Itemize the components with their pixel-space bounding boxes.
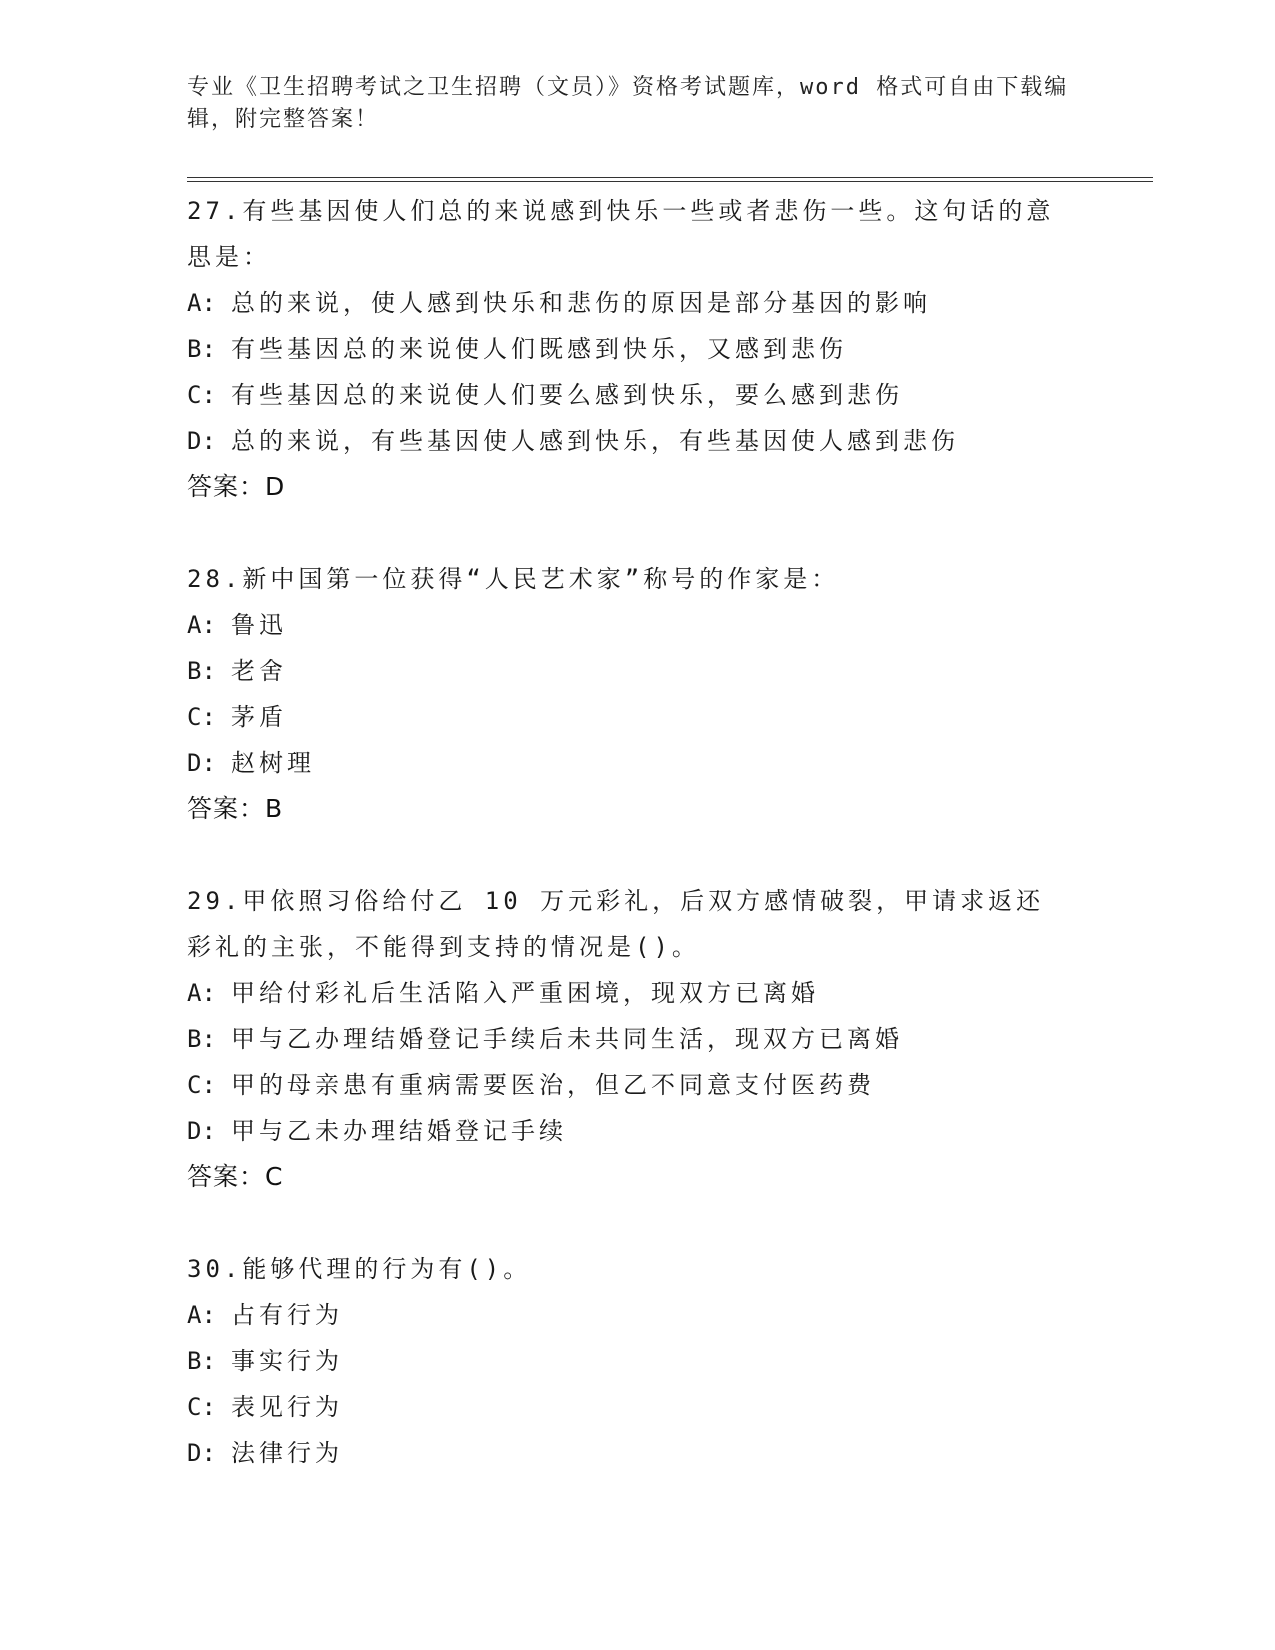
option-a [187, 280, 1087, 326]
question-stem: 28.新中国第一位获得“人民艺术家”称号的作家是： [187, 565, 840, 593]
option-c [187, 372, 1087, 418]
answer-line: 答案：D [187, 472, 286, 501]
option-c [187, 1384, 1087, 1430]
option-text: 有些基因总的来说使人们既感到快乐，又感到悲伤 [231, 335, 847, 363]
option-b [187, 648, 1087, 694]
question-stem: 30.能够代理的行为有()。 [187, 1255, 532, 1283]
option-text: 表见行为 [231, 1393, 343, 1421]
option-text: 事实行为 [231, 1347, 343, 1375]
option-letter: C: [187, 1071, 216, 1099]
option-letter: D: [187, 1439, 216, 1467]
option-b [187, 1338, 1087, 1384]
option-letter: A: [187, 289, 216, 317]
option-c [187, 694, 1087, 740]
option-letter: D: [187, 427, 216, 455]
option-d [187, 1430, 1087, 1476]
option-letter: A: [187, 979, 216, 1007]
option-letter: D: [187, 1117, 216, 1145]
answer-line: 答案：B [187, 794, 284, 823]
option-text: 茅盾 [231, 703, 287, 731]
option-text: 甲与乙办理结婚登记手续后未共同生活，现双方已离婚 [231, 1025, 903, 1053]
option-d [187, 740, 1087, 786]
option-a [187, 602, 1087, 648]
option-letter: B: [187, 1025, 216, 1053]
question-stem: 29.甲依照习俗给付乙 10 万元彩礼，后双方感情破裂，甲请求返还彩礼的主张，不能得到支持的情况是()。 [187, 887, 1045, 961]
option-text: 鲁迅 [231, 611, 287, 639]
question-list [187, 188, 1087, 1476]
option-letter: D: [187, 749, 216, 777]
question-28 [187, 556, 1087, 832]
option-d [187, 418, 1087, 464]
option-letter: C: [187, 703, 216, 731]
option-text: 老舍 [231, 657, 287, 685]
option-b [187, 1016, 1087, 1062]
option-text: 法律行为 [231, 1439, 343, 1467]
question-29 [187, 878, 1087, 1200]
question-stem: 27.有些基因使人们总的来说感到快乐一些或者悲伤一些。这句话的意思是： [187, 197, 1055, 271]
header-rule-bottom [187, 181, 1153, 182]
option-d [187, 1108, 1087, 1154]
answer-line: 答案：C [187, 1162, 284, 1191]
option-b [187, 326, 1087, 372]
option-letter: A: [187, 611, 216, 639]
option-a [187, 1292, 1087, 1338]
option-text: 甲的母亲患有重病需要医治，但乙不同意支付医药费 [231, 1071, 875, 1099]
option-letter: B: [187, 1347, 216, 1375]
option-letter: C: [187, 381, 216, 409]
option-text: 赵树理 [231, 749, 315, 777]
option-a [187, 970, 1087, 1016]
header-rule-top [187, 177, 1153, 178]
option-text: 占有行为 [231, 1301, 343, 1329]
option-letter: B: [187, 335, 216, 363]
option-text: 总的来说，使人感到快乐和悲伤的原因是部分基因的影响 [231, 289, 931, 317]
option-text: 总的来说，有些基因使人感到快乐，有些基因使人感到悲伤 [231, 427, 959, 455]
document-header: 专业《卫生招聘考试之卫生招聘（文员）》资格考试题库，word 格式可自由下载编辑，附完整答案！ [187, 75, 1069, 132]
option-text: 有些基因总的来说使人们要么感到快乐，要么感到悲伤 [231, 381, 903, 409]
option-text: 甲给付彩礼后生活陷入严重困境，现双方已离婚 [231, 979, 819, 1007]
option-text: 甲与乙未办理结婚登记手续 [231, 1117, 567, 1145]
question-27 [187, 188, 1087, 510]
option-letter: C: [187, 1393, 216, 1421]
option-c [187, 1062, 1087, 1108]
question-30 [187, 1246, 1087, 1476]
option-letter: A: [187, 1301, 216, 1329]
option-letter: B: [187, 657, 216, 685]
